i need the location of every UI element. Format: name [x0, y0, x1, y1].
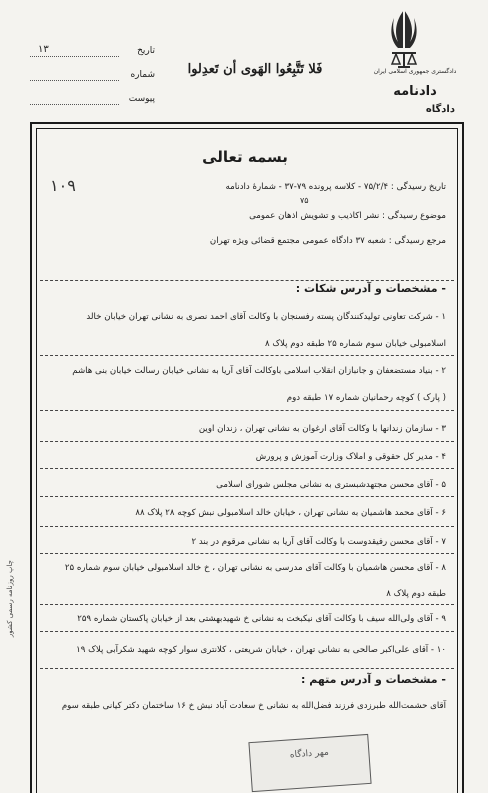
divider — [40, 553, 454, 554]
case-info-line: تاریخ رسیدگی : ۷۵/۲/۴ - کلاسه پرونده ۷۹-۳۷ - شمارهٔ دادنامه — [225, 182, 446, 192]
list-item: ۳ - سازمان زندانها با وکالت آقای ارغوان به نشانی تهران ، زندان اوین — [198, 424, 446, 434]
date-value: ۱۳ — [38, 44, 49, 55]
number-row — [30, 70, 155, 84]
quran-verse: فَلا تَتَّبِعُوا الهَوى أن تَعدِلوا — [187, 62, 323, 77]
case-number-sub: ۷۵ — [300, 196, 309, 205]
court-label: دادگاه — [425, 104, 455, 115]
divider — [40, 355, 454, 356]
date-label: تاریخ — [137, 46, 155, 56]
number-dotted-line — [30, 80, 119, 81]
document-type: دادنامه — [393, 84, 437, 99]
stamp-text: مهر دادگاه — [289, 747, 330, 761]
accused-heading: - مشخصات و آدرس متهم : — [300, 673, 446, 686]
divider — [40, 441, 454, 442]
list-item: اسلامبولی خیابان سوم شماره ۲۵ طبقه دوم پلاک ۸ — [265, 339, 446, 349]
divider — [40, 410, 454, 411]
date-row — [30, 46, 155, 60]
list-item: طبقه دوم پلاک ۸ — [386, 589, 446, 599]
list-item: ۱ - شرکت تعاونی تولیدکنندگان پسته رفسنجان با وکالت آقای احمد نصری به نشانی تهران خیابان خالد — [86, 312, 446, 322]
iran-emblem-icon — [384, 6, 424, 70]
divider — [40, 526, 454, 527]
divider — [40, 668, 454, 669]
divider — [40, 280, 454, 281]
divider — [40, 631, 454, 632]
list-item: ۶ - آقای محمد هاشمیان به نشانی تهران ، خیابان خالد اسلامبولی نبش کوچه ۲۸ پلاک ۸۸ — [135, 508, 446, 518]
list-item: ۵ - آقای محسن مجتهدشبستری به نشانی مجلس شورای اسلامی — [216, 480, 446, 490]
list-item: ( پارک ) کوچه رحمانیان شماره ۱۷ طبقه دوم — [286, 393, 446, 403]
divider — [40, 468, 454, 469]
handwritten-number: ۱۰۹ — [50, 176, 76, 195]
attachment-dotted-line — [30, 104, 119, 105]
list-item: آقای حشمت‌الله طبرزدی فرزند فضل‌الله به نشانی خ سعادت آباد نبش خ ۱۶ ساختمان دکتر کیانی طبقه سوم — [61, 701, 446, 711]
case-authority: مرجع رسیدگی : شعبه ۳۷ دادگاه عمومی مجتمع قضائی ویژه تهران — [209, 236, 446, 246]
list-item: ۴ - مدیر کل حقوقی و املاک وزارت آموزش و پرورش — [255, 452, 446, 462]
side-note: چاپ روزنامه رسمی کشور — [6, 560, 14, 638]
case-subject: موضوع رسیدگی : نشر اکاذیب و تشویش اذهان عمومی — [249, 211, 446, 221]
document-title: بسمه تعالی — [202, 148, 288, 166]
list-item: ۱۰ - آقای علی‌اکبر صالحی به نشانی تهران ، خیابان شریعتی ، کلانتری سوار کوچه شهید شکرآبی پلاک ۱۹ — [76, 645, 446, 655]
list-item: ۷ - آقای محسن رفیقدوست با وکالت آقای آریا به نشانی مرقوم در بند ۲ — [191, 537, 446, 547]
list-item: ۹ - آقای ولی‌الله سیف با وکالت آقای نیکبخت به نشانی خ شهیدبهشتی بعد از خیابان پاکستان شماره ۲۵۹ — [77, 614, 446, 624]
court-stamp — [248, 734, 371, 792]
divider — [40, 496, 454, 497]
list-item: ۸ - آقای محسن هاشمیان با وکالت آقای مدرسی به نشانی تهران ، خ خالد اسلامبولی خیابان سوم شماره ۲۵ — [64, 563, 446, 573]
court-name: دادگستری جمهوری اسلامی ایران — [373, 68, 457, 75]
number-label: شماره — [130, 70, 155, 80]
date-dotted-line — [30, 56, 119, 57]
attachment-row — [30, 94, 155, 108]
list-item: ۲ - بنیاد مستضعفان و جانبازان انقلاب اسلامی باوکالت آقای آریا به نشانی خیابان رسالت خیابان بنی هاشم — [72, 366, 446, 376]
divider — [40, 604, 454, 605]
complainants-heading: - مشخصات و آدرس شکات : — [295, 282, 446, 295]
attachment-label: پیوست — [128, 94, 155, 104]
